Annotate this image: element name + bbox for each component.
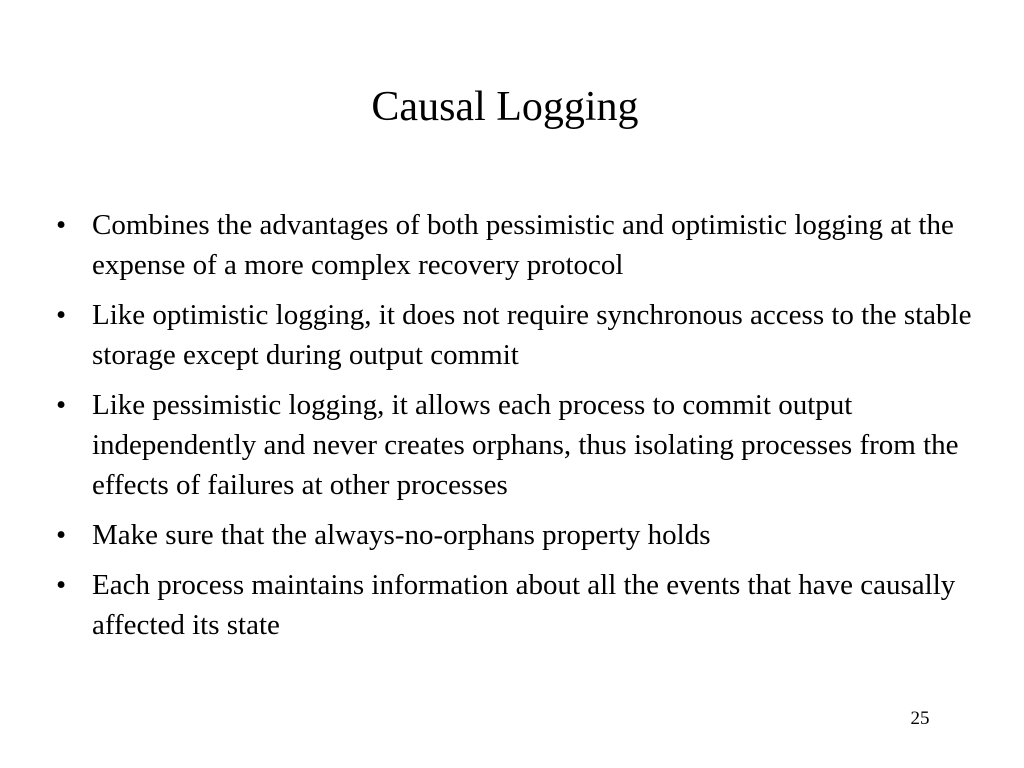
bullet-icon: •	[56, 569, 67, 601]
bullet-text-1: Combines the advantages of both pessimistic and optimistic logging at the expense of a more complex recovery protocol	[92, 209, 954, 281]
bullet-icon: •	[56, 209, 67, 241]
bullet-text-5: Each process maintains information about all the events that have causally affected its state	[92, 569, 956, 641]
bullet-item-2	[0, 295, 1010, 375]
bullet-text-4: Make sure that the always-no-orphans property holds	[92, 519, 711, 551]
bullet-text-3: Like pessimistic logging, it allows each process to commit output independently and never creates orphans, thus isolating processes from the effects of failures at other processes	[92, 389, 959, 501]
bullet-icon: •	[56, 389, 67, 421]
bullet-list	[0, 205, 1010, 655]
page-number: 25	[910, 708, 930, 729]
bullet-icon: •	[56, 519, 67, 551]
bullet-icon: •	[56, 299, 67, 331]
slide-title: Causal Logging	[371, 84, 639, 130]
bullet-item-1	[0, 205, 1010, 285]
bullet-text-2: Like optimistic logging, it does not require synchronous access to the stable storage except during output commit	[92, 299, 972, 371]
bullet-item-3	[0, 385, 1010, 505]
bullet-item-5	[0, 565, 1010, 645]
bullet-item-4	[0, 515, 1010, 555]
